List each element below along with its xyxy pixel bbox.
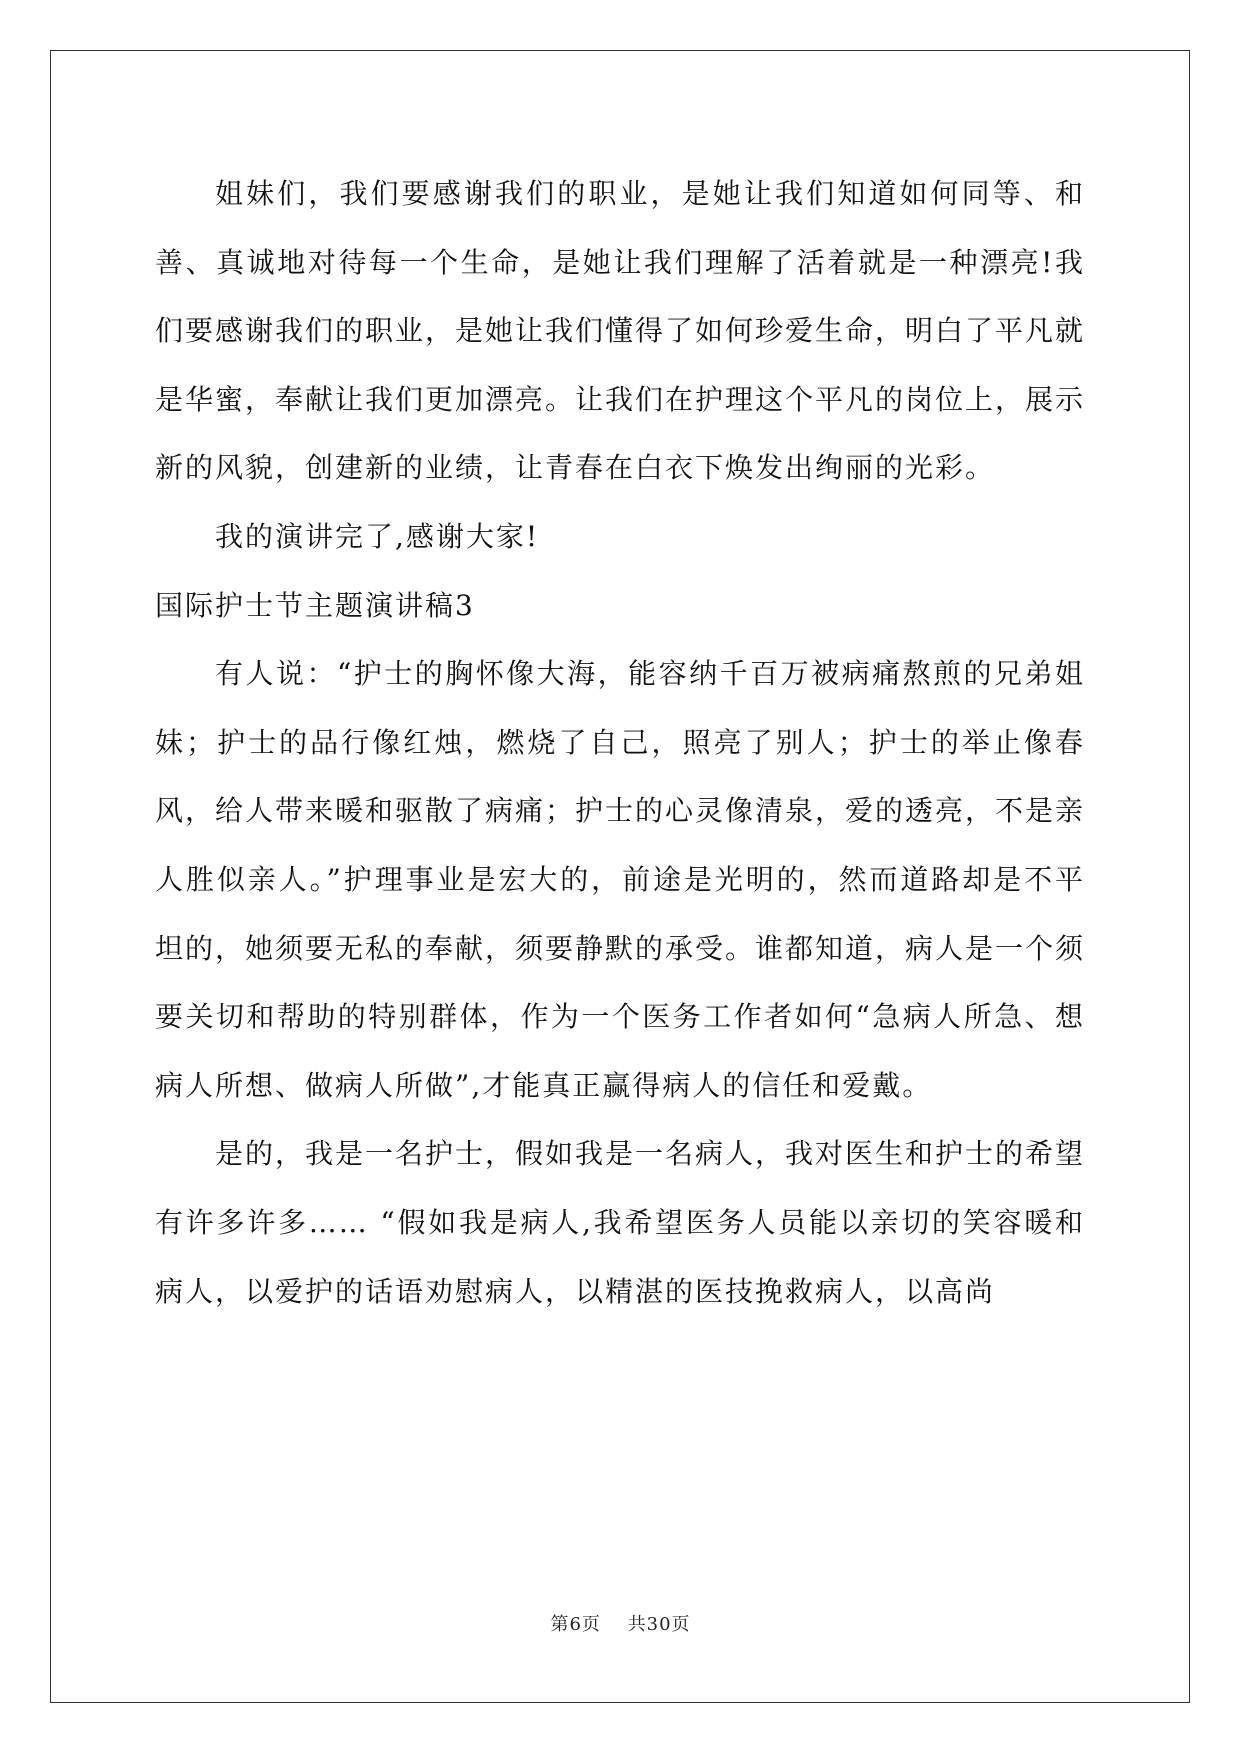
paragraph-speech-end: 我的演讲完了,感谢大家!: [215, 519, 540, 553]
page-number: 第6页: [550, 1614, 601, 1635]
section-heading: 国际护士节主题演讲稿3: [155, 588, 475, 622]
page-footer: [0, 1610, 1241, 1636]
document-body: [155, 160, 1085, 1326]
page-total: 共30页: [627, 1614, 691, 1635]
paragraph-closing-thanks-to-profession: 姐妹们，我们要感谢我们的职业，是她让我们知道如何同等、和善、真诚地对待每一个生命，是她让我们理解了活着就是一种漂亮!我们要感谢我们的职业，是她让我们懂得了如何珍爱生命，明白了平凡就是华蜜，奉献让我们更加漂亮。让我们在护理这个平凡的岗位上，展示新的风貌，创建新的业绩，让青春在白衣下焕发出绚丽的光彩。: [155, 177, 1086, 485]
paragraph-if-i-were-patient: 是的，我是一名护士，假如我是一名病人，我对医生和护士的希望有许多许多…… “假如我是病人,我希望医务人员能以亲切的笑容暖和病人，以爱护的话语劝慰病人，以精湛的医技挽救病人，以高尚: [155, 1137, 1086, 1308]
paragraph-nurse-qualities: 有人说：“护士的胸怀像大海，能容纳千百万被病痛熬煎的兄弟姐妹；护士的品行像红烛，燃烧了自己，照亮了别人；护士的举止像春风，给人带来暖和驱散了病痛；护士的心灵像清泉，爱的透亮，不是亲人胜似亲人。”护理事业是宏大的，前途是光明的，然而道路却是不平坦的，她须要无私的奉献，须要静默的承受。谁都知道，病人是一个须要关切和帮助的特别群体，作为一个医务工作者如何“急病人所急、想病人所想、做病人所做”,才能真正赢得病人的信任和爱戴。: [155, 657, 1086, 1102]
